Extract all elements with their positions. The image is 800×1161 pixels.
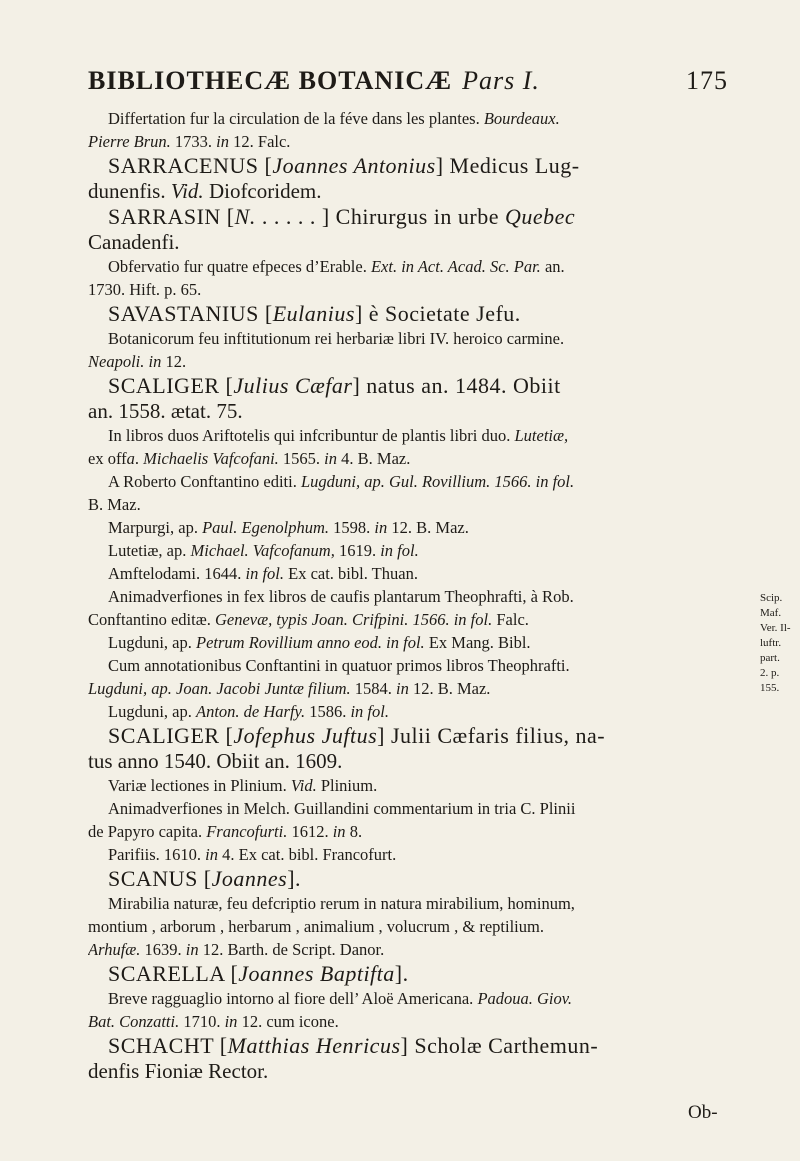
text-run: ] Medicus Lug- <box>435 153 580 178</box>
text-line <box>88 723 718 749</box>
text-run: Joannes Antonius <box>272 153 436 178</box>
text-run: denfis Fioniæ Rector. <box>88 1059 269 1083</box>
text-run: Michael. Vafcofanum, <box>190 541 335 560</box>
text-run: . . . . . ] Chirurgus in urbe <box>255 204 505 229</box>
text-line <box>88 278 718 301</box>
text-run: in <box>395 679 409 698</box>
text-run: Botanicorum feu inftitutionum rei herbariæ libri IV. heroico carmine. <box>108 329 565 348</box>
text-line <box>88 1010 718 1033</box>
catchword: Ob- <box>688 1102 718 1123</box>
text-run: Petrum Rovillium anno eod. in fol. <box>196 633 425 652</box>
text-run: 1612. <box>287 822 333 841</box>
text-run: in fol. <box>350 702 389 721</box>
text-line <box>88 373 718 399</box>
text-run: 1619. <box>334 541 381 560</box>
text-run: Neapoli. in <box>88 352 162 371</box>
text-run: Padoua. Giov. <box>477 989 572 1008</box>
text-run: in <box>324 449 338 468</box>
text-run: Ext. in Act. Acad. Sc. Par. <box>370 257 541 276</box>
text-line <box>88 204 718 230</box>
text-run: Julius Cæfar <box>233 373 353 398</box>
text-line <box>88 608 718 631</box>
text-line <box>88 843 718 866</box>
text-run: 4. Ex cat. bibl. Francofurt. <box>218 845 397 864</box>
text-run: Arhufæ. <box>88 940 141 959</box>
text-run: ]. <box>287 866 302 891</box>
text-run: A Roberto Conftantino editi. <box>108 472 301 491</box>
text-run: Conftantino editæ. <box>88 610 215 629</box>
text-run: Breve ragguaglio intorno al fiore dell’ Aloë Americana. <box>108 989 478 1008</box>
text-line <box>88 255 718 278</box>
text-run: in <box>216 132 230 151</box>
text-line <box>88 179 718 204</box>
text-line <box>88 654 718 677</box>
text-line <box>88 961 718 987</box>
text-run: Francofurti. <box>206 822 288 841</box>
text-line <box>88 1033 718 1059</box>
text-run: Eulanius <box>272 301 355 326</box>
text-run: Vid. <box>170 179 204 203</box>
text-run: ]. <box>394 961 409 986</box>
text-run: Variæ lectiones in Plinium. <box>108 776 291 795</box>
text-line <box>88 987 718 1010</box>
text-run: Plinium. <box>316 776 378 795</box>
text-run: a <box>126 449 135 468</box>
text-run: Animadverfiones in Melch. Guillandini commentarium in tria C. Plinii <box>108 799 576 818</box>
text-run: 12. Barth. de Script. Danor. <box>198 940 385 959</box>
text-run: ] Scholæ Carthemun- <box>400 1033 599 1058</box>
text-line <box>88 516 718 539</box>
text-line <box>88 866 718 892</box>
text-run: B. Maz. <box>88 495 141 514</box>
text-run: Animadverfiones in fex libros de caufis plantarum Theophrafti, à Rob. <box>108 587 574 606</box>
text-run: Joannes Baptifta <box>238 961 395 986</box>
text-run: SCARELLA [ <box>108 961 239 986</box>
text-run: Jofephus Juftus <box>233 723 378 748</box>
header-title: BIBLIOTHECÆ BOTANICÆ <box>88 66 453 95</box>
text-run: Paul. Egenolphum. <box>202 518 330 537</box>
text-run: 1639. <box>140 940 186 959</box>
text-run: Lugduni, ap. Joan. Jacobi Juntæ filium. <box>88 679 351 698</box>
text-line <box>88 774 718 797</box>
text-run: 1584. <box>350 679 396 698</box>
text-run: 12. cum icone. <box>237 1012 339 1031</box>
text-line <box>88 130 718 153</box>
text-run: Michaelis Vafcofani. <box>143 449 279 468</box>
text-run: Ex Mang. Bibl. <box>424 633 531 652</box>
text-run: an. <box>540 257 565 276</box>
text-run: ] natus an. 1484. Obiit <box>352 373 561 398</box>
text-run: Parifiis. 1610. <box>108 845 206 864</box>
text-run: 12. B. Maz. <box>387 518 469 537</box>
text-run: Joannes <box>211 866 288 891</box>
text-line <box>88 107 718 130</box>
text-run: Amftelodami. 1644. <box>108 564 246 583</box>
margin-note-line: Scip. Maf. <box>760 592 783 619</box>
text-run: Diofcoridem. <box>203 179 322 203</box>
text-line <box>88 700 718 723</box>
text-run: 8. <box>345 822 363 841</box>
text-run: SCHACHT [ <box>108 1033 228 1058</box>
text-run: tus anno 1540. Obiit an. 1609. <box>88 749 343 773</box>
text-line <box>88 749 718 774</box>
text-run: Lutetiæ, <box>514 426 569 445</box>
text-run: SAVASTANIUS [ <box>108 301 273 326</box>
text-run: Bat. Conzatti. <box>88 1012 180 1031</box>
text-line <box>88 301 718 327</box>
text-line <box>88 350 718 373</box>
text-line <box>88 493 718 516</box>
text-run: Bourdeaux. <box>483 109 560 128</box>
text-run: ex off <box>88 449 127 468</box>
text-run: in <box>374 518 388 537</box>
text-line <box>88 470 718 493</box>
text-run: 4. B. Maz. <box>337 449 411 468</box>
text-run: . <box>134 449 144 468</box>
text-line <box>88 539 718 562</box>
text-line <box>88 677 718 700</box>
running-header <box>88 66 728 96</box>
text-line <box>88 938 718 961</box>
text-run: montium , arborum , herbarum , animalium , volucrum , & reptilium. <box>88 917 544 936</box>
text-run: in fol. <box>380 541 419 560</box>
text-run: SCALIGER [ <box>108 723 234 748</box>
text-run: Canadenfi. <box>88 230 180 254</box>
text-run: ] Julii Cæfaris filius, na- <box>377 723 606 748</box>
text-line <box>88 820 718 843</box>
text-run: 12. Falc. <box>229 132 291 151</box>
text-line <box>88 399 718 424</box>
margin-note-line: Ver. Il- <box>760 622 791 634</box>
page-body <box>88 107 718 1084</box>
text-line <box>88 153 718 179</box>
text-run: an. 1558. ætat. 75. <box>88 399 243 423</box>
text-run: ] è Societate Jefu. <box>354 301 521 326</box>
text-line <box>88 585 718 608</box>
text-run: 1733. <box>170 132 217 151</box>
margin-note-line: luftr. part. <box>760 637 782 664</box>
text-run: 1710. <box>179 1012 225 1031</box>
text-run: Marpurgi, ap. <box>108 518 203 537</box>
text-run: Quebec <box>504 204 576 229</box>
text-line <box>88 1059 718 1084</box>
text-run: Pierre Brun. <box>88 132 171 151</box>
text-run: N. <box>234 204 256 229</box>
text-run: 1565. <box>278 449 325 468</box>
text-run: Vid. <box>290 776 317 795</box>
text-run: Ex cat. bibl. Thuan. <box>284 564 418 583</box>
text-run: dunenfis. <box>88 179 171 203</box>
text-run: SCALIGER [ <box>108 373 234 398</box>
text-run: in <box>332 822 346 841</box>
text-line <box>88 230 718 255</box>
margin-note-line: 2. p. 155. <box>760 667 780 694</box>
page-number: 175 <box>686 66 728 95</box>
text-run: 12. B. Maz. <box>408 679 491 698</box>
text-run: Matthias Henricus <box>227 1033 401 1058</box>
text-run: Anton. de Harfy. <box>196 702 306 721</box>
text-line <box>88 892 718 915</box>
text-run: Lugduni, ap. <box>108 633 196 652</box>
margin-note <box>760 591 800 696</box>
text-run: Differtation fur la circulation de la féve dans les plantes. <box>108 109 484 128</box>
text-run: in <box>224 1012 238 1031</box>
text-run: Lugduni, ap. Gul. Rovillium. 1566. in fol. <box>300 472 575 491</box>
header-part: Pars I. <box>462 66 540 95</box>
text-run: in fol. <box>245 564 284 583</box>
text-run: Falc. <box>492 610 529 629</box>
text-run: 12. <box>161 352 187 371</box>
text-run: de Papyro capita. <box>88 822 207 841</box>
text-run: in <box>205 845 219 864</box>
text-run: Obfervatio fur quatre efpeces d’Erable. <box>108 257 371 276</box>
text-line <box>88 327 718 350</box>
text-run: 1730. Hift. p. 65. <box>88 280 202 299</box>
text-run: Lutetiæ, ap. <box>108 541 191 560</box>
text-run: Lugduni, ap. <box>108 702 196 721</box>
text-run: 1598. <box>329 518 375 537</box>
text-run: Mirabilia naturæ, feu defcriptio rerum in natura mirabilium, hominum, <box>108 894 575 913</box>
text-run: In libros duos Ariftotelis qui infcribuntur de plantis libri duo. <box>108 426 515 445</box>
text-run: 1586. <box>305 702 351 721</box>
text-line <box>88 447 718 470</box>
text-line <box>88 631 718 654</box>
text-run: Cum annotationibus Conftantini in quatuor primos libros Theophrafti. <box>108 656 570 675</box>
text-run: SARRACENUS [ <box>108 153 273 178</box>
text-line <box>88 562 718 585</box>
text-run: SCANUS [ <box>108 866 212 891</box>
text-run: Genevæ, typis Joan. Crifpini. 1566. in fol. <box>214 610 493 629</box>
text-run: in <box>185 940 199 959</box>
text-line <box>88 915 718 938</box>
text-line <box>88 424 718 447</box>
text-run: SARRASIN [ <box>108 204 235 229</box>
text-line <box>88 797 718 820</box>
